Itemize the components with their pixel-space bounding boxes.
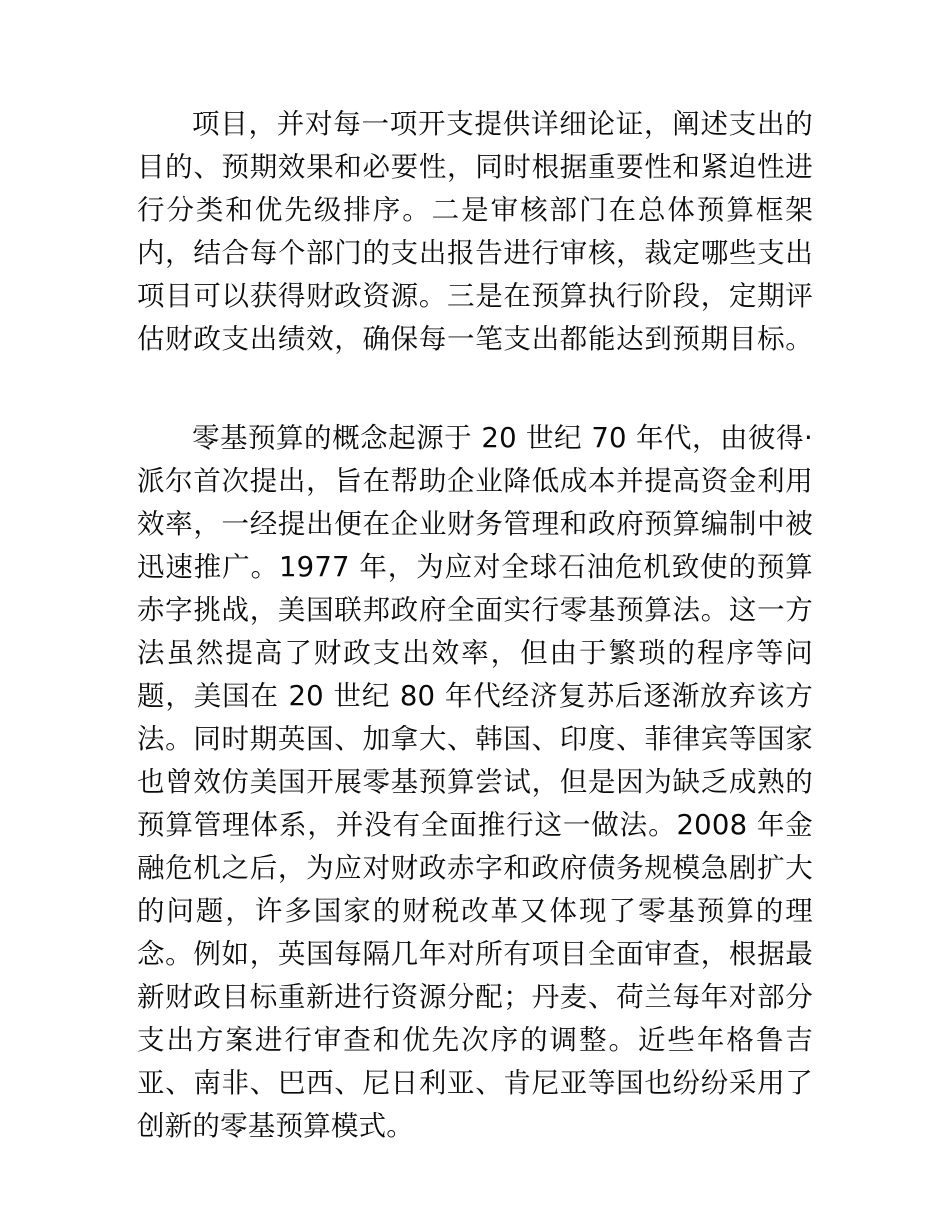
paragraph-2: 零基预算的概念起源于 20 世纪 70 年代，由彼得·派尔首次提出，旨在帮助企业降低成本并提高资金利用效率，一经提出便在企业财务管理和政府预算编制中被迅速推广。1977 年，为应对全球石油危机致使的预算赤字挑战，美国联邦政府全面实行零基预算法。这一方法虽然提高了财政支出效率，但由于繁琐的程序等问题，美国在 20 世纪 80 年代经济复苏后逐渐放弃该方法。同时期英国、加拿大、韩国、印度、菲律宾等国家也曾效仿美国开展零基预算尝试，但是因为缺乏成熟的预算管理体系，并没有全面推行这一做法。2008 年金融危机之后，为应对财政赤字和政府债务规模急剧扩大的问题，许多国家的财税改革又体现了零基预算的理念。例如，英国每隔几年对所有项目全面审查，根据最新财政目标重新进行资源分配；丹麦、荷兰每年对部分支出方案进行审查和优先次序的调整。近些年格鲁吉亚、南非、巴西、尼日利亚、肯尼亚等国也纷纷采用了创新的零基预算模式。 [137,422,813,1142]
document-text-column [137,103,813,1148]
paragraph-1: 项目，并对每一项开支提供详细论证，阐述支出的目的、预期效果和必要性，同时根据重要性和紧迫性进行分类和优先级排序。二是审核部门在总体预算框架内，结合每个部门的支出报告进行审核，裁定哪些支出项目可以获得财政资源。三是在预算执行阶段，定期评估财政支出绩效，确保每一笔支出都能达到预期目标。 [137,108,813,355]
